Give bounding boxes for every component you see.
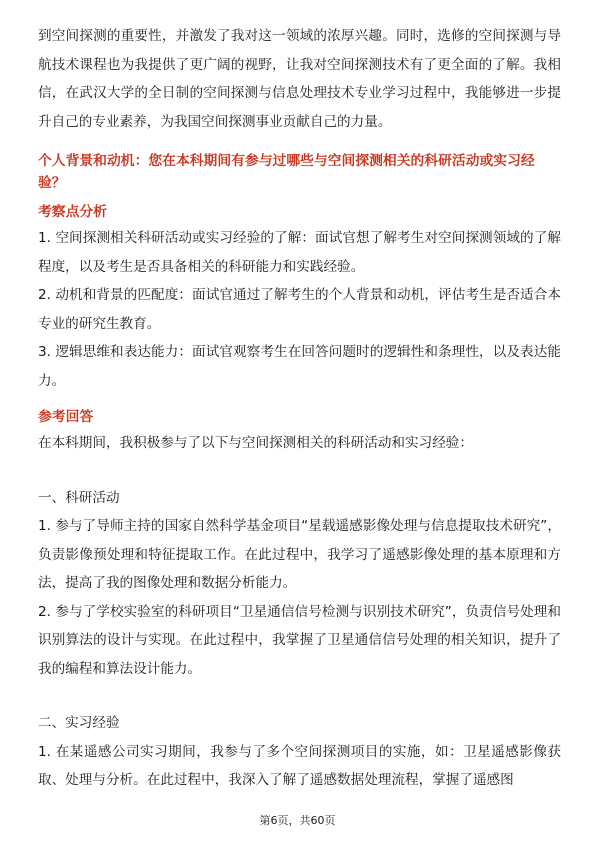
page-content [38,22,561,795]
intro-paragraph: 到空间探测的重要性，并激发了我对这一领域的浓厚兴趣。同时，选修的空间探测与导航技术课程也为我提供了更广阔的视野，让我对空间探测技术有了更全面的了解。我相信，在武汉大学的全日制的空间探测与信息处理技术专业学习过程中，我能够进一步提升自己的专业素养，为我国空间探测事业贡献自己的力量。 [38,28,561,130]
internship-heading: 二、实习经验 [38,715,120,731]
internship-item: 1. 在某遥感公司实习期间，我参与了多个空间探测项目的实施，如：卫星遥感影像获取、处理与分析。在此过程中，我深入了解了遥感数据处理流程，掌握了遥感图 [38,743,561,788]
answer-opening: 在本科期间，我积极参与了以下与空间探测相关的科研活动和实习经验： [38,435,473,451]
analysis-item: 2. 动机和背景的匹配度：面试官通过了解考生的个人背景和动机，评估考生是否适合本专业的研究生教育。 [38,287,561,332]
answer-title: 参考回答 [38,409,94,425]
research-item: 1. 参与了导师主持的国家自然科学基金项目“星载遥感影像处理与信息提取技术研究”，负责影像预处理和特征提取工作。在此过程中，我学习了遥感影像处理的基本原理和方法，提高了我的图像处理和数据分析能力。 [38,518,561,591]
research-heading: 一、科研活动 [38,489,120,506]
analysis-item: 1. 空间探测相关科研活动或实习经验的了解：面试官想了解考生对空间探测领域的了解程度，以及考生是否具备相关的科研能力和实践经验。 [38,230,561,275]
question-heading: 个人背景和动机：您在本科期间有参与过哪些与空间探测相关的科研活动或实习经验？ [38,153,535,191]
research-item: 2. 参与了学校实验室的科研项目“卫星通信信号检测与识别技术研究”，负责信号处理和识别算法的设计与实现。在此过程中，我掌握了卫星通信信号处理的相关知识，提升了我的编程和算法设计能力。 [38,603,561,677]
page-footer: 第6页，共60页 [259,814,336,827]
analysis-item: 3. 逻辑思维和表达能力：面试官观察考生在回答问题时的逻辑性和条理性，以及表达能力。 [38,344,561,389]
analysis-title: 考察点分析 [38,204,107,220]
